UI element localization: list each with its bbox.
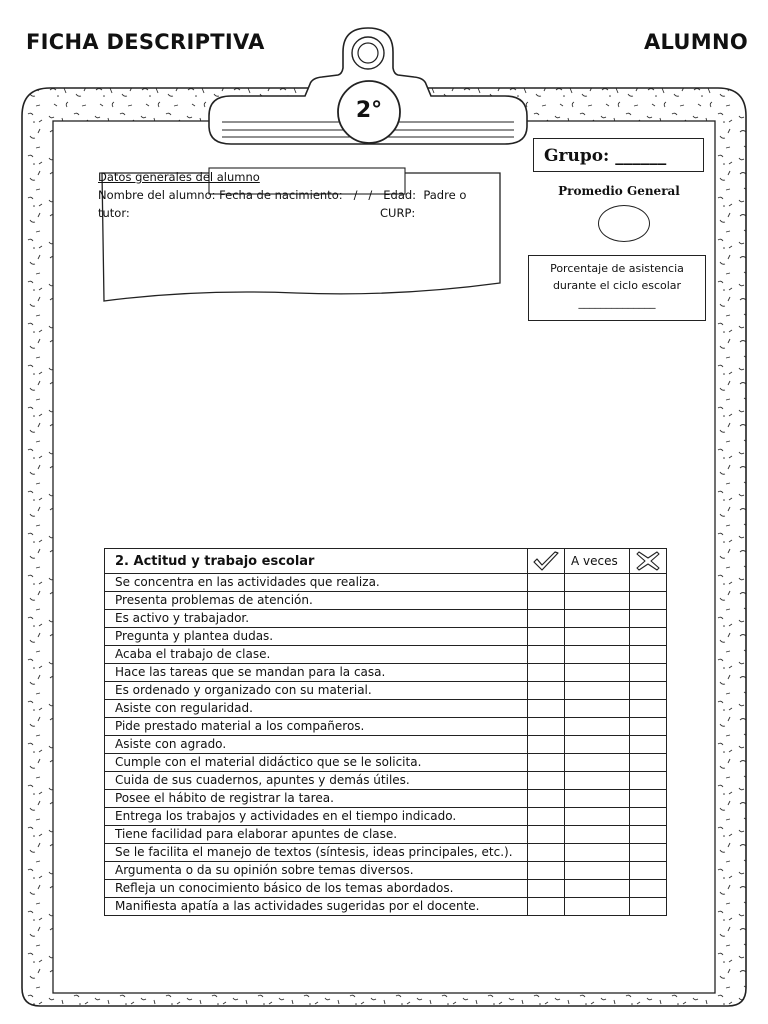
attitude-table bbox=[104, 548, 667, 916]
check-cell[interactable] bbox=[528, 736, 565, 754]
cross-cell[interactable] bbox=[630, 610, 667, 628]
checkmark-icon bbox=[531, 550, 561, 572]
row-criterion: Asiste con agrado. bbox=[105, 736, 528, 754]
check-cell[interactable] bbox=[528, 718, 565, 736]
table-title: 2. Actitud y trabajo escolar bbox=[105, 549, 528, 574]
check-cell[interactable] bbox=[528, 808, 565, 826]
sometimes-cell[interactable] bbox=[565, 862, 630, 880]
asistencia-line-3: ______________ bbox=[578, 296, 656, 309]
table-row bbox=[105, 826, 667, 844]
sometimes-cell[interactable] bbox=[565, 790, 630, 808]
table-row bbox=[105, 592, 667, 610]
row-criterion: Cuida de sus cuadernos, apuntes y demás útiles. bbox=[105, 772, 528, 790]
row-criterion: Se concentra en las actividades que realiza. bbox=[105, 574, 528, 592]
row-criterion: Tiene facilidad para elaborar apuntes de clase. bbox=[105, 826, 528, 844]
row-criterion: Asiste con regularidad. bbox=[105, 700, 528, 718]
cross-cell[interactable] bbox=[630, 880, 667, 898]
asistencia-line-1: Porcentaje de asistencia bbox=[550, 262, 684, 275]
grupo-field[interactable]: Grupo: ______ bbox=[533, 138, 704, 172]
datos-line-1: Nombre del alumno: Fecha de nacimiento: / / Edad: Padre o bbox=[98, 188, 467, 202]
sometimes-cell[interactable] bbox=[565, 844, 630, 862]
cross-cell[interactable] bbox=[630, 718, 667, 736]
check-cell[interactable] bbox=[528, 898, 565, 916]
header-right-title: ALUMNO bbox=[643, 30, 748, 54]
table-row bbox=[105, 844, 667, 862]
sometimes-cell[interactable] bbox=[565, 628, 630, 646]
table-row bbox=[105, 898, 667, 916]
cross-cell[interactable] bbox=[630, 844, 667, 862]
table-header-row bbox=[105, 549, 667, 574]
row-criterion: Pregunta y plantea dudas. bbox=[105, 628, 528, 646]
check-cell[interactable] bbox=[528, 844, 565, 862]
row-criterion: Cumple con el material didáctico que se le solicita. bbox=[105, 754, 528, 772]
table-row bbox=[105, 754, 667, 772]
sometimes-column-header: A veces bbox=[565, 549, 630, 574]
sometimes-cell[interactable] bbox=[565, 646, 630, 664]
row-criterion: Manifiesta apatía a las actividades sugeridas por el docente. bbox=[105, 898, 528, 916]
table-row bbox=[105, 808, 667, 826]
table-row bbox=[105, 682, 667, 700]
row-criterion: Acaba el trabajo de clase. bbox=[105, 646, 528, 664]
row-criterion: Argumenta o da su opinión sobre temas diversos. bbox=[105, 862, 528, 880]
cross-cell[interactable] bbox=[630, 574, 667, 592]
row-criterion: Hace las tareas que se mandan para la casa. bbox=[105, 664, 528, 682]
sometimes-cell[interactable] bbox=[565, 826, 630, 844]
table-row bbox=[105, 880, 667, 898]
cross-icon bbox=[635, 550, 661, 572]
cross-cell[interactable] bbox=[630, 808, 667, 826]
sometimes-cell[interactable] bbox=[565, 718, 630, 736]
sometimes-cell[interactable] bbox=[565, 736, 630, 754]
table-row bbox=[105, 700, 667, 718]
sometimes-cell[interactable] bbox=[565, 880, 630, 898]
promedio-label: Promedio General bbox=[558, 184, 680, 198]
datos-curp-label: CURP: bbox=[380, 206, 416, 220]
check-cell[interactable] bbox=[528, 790, 565, 808]
check-cell[interactable] bbox=[528, 826, 565, 844]
table-row bbox=[105, 862, 667, 880]
row-criterion: Es activo y trabajador. bbox=[105, 610, 528, 628]
check-cell[interactable] bbox=[528, 700, 565, 718]
row-criterion: Refleja un conocimiento básico de los temas abordados. bbox=[105, 880, 528, 898]
check-cell[interactable] bbox=[528, 592, 565, 610]
sometimes-cell[interactable] bbox=[565, 610, 630, 628]
table-row bbox=[105, 718, 667, 736]
datos-tutor-label: tutor: bbox=[98, 206, 130, 220]
row-criterion: Presenta problemas de atención. bbox=[105, 592, 528, 610]
row-criterion: Se le facilita el manejo de textos (síntesis, ideas principales, etc.). bbox=[105, 844, 528, 862]
row-criterion: Entrega los trabajos y actividades en el tiempo indicado. bbox=[105, 808, 528, 826]
cross-cell[interactable] bbox=[630, 736, 667, 754]
grade-badge: 2° bbox=[355, 98, 383, 123]
check-cell[interactable] bbox=[528, 862, 565, 880]
row-criterion: Posee el hábito de registrar la tarea. bbox=[105, 790, 528, 808]
table-row bbox=[105, 610, 667, 628]
cross-cell[interactable] bbox=[630, 700, 667, 718]
cross-cell[interactable] bbox=[630, 682, 667, 700]
cross-cell[interactable] bbox=[630, 754, 667, 772]
table-row bbox=[105, 772, 667, 790]
sometimes-cell[interactable] bbox=[565, 898, 630, 916]
sometimes-cell[interactable] bbox=[565, 772, 630, 790]
check-column-header bbox=[528, 549, 565, 574]
sometimes-cell[interactable] bbox=[565, 574, 630, 592]
cross-cell[interactable] bbox=[630, 592, 667, 610]
table-row bbox=[105, 574, 667, 592]
check-cell[interactable] bbox=[528, 610, 565, 628]
row-criterion: Es ordenado y organizado con su material. bbox=[105, 682, 528, 700]
check-cell[interactable] bbox=[528, 880, 565, 898]
asistencia-line-2: durante el ciclo escolar bbox=[552, 279, 682, 292]
check-cell[interactable] bbox=[528, 682, 565, 700]
check-cell[interactable] bbox=[528, 574, 565, 592]
asistencia-box[interactable] bbox=[528, 255, 706, 321]
sometimes-cell[interactable] bbox=[565, 592, 630, 610]
check-cell[interactable] bbox=[528, 646, 565, 664]
cross-cell[interactable] bbox=[630, 862, 667, 880]
cross-cell[interactable] bbox=[630, 826, 667, 844]
sometimes-cell[interactable] bbox=[565, 700, 630, 718]
cross-cell[interactable] bbox=[630, 628, 667, 646]
table-row bbox=[105, 646, 667, 664]
check-cell[interactable] bbox=[528, 754, 565, 772]
table-row bbox=[105, 664, 667, 682]
promedio-oval-field[interactable] bbox=[598, 205, 650, 242]
table-row bbox=[105, 628, 667, 646]
header-left-title: FICHA DESCRIPTIVA bbox=[26, 30, 265, 54]
cross-column-header bbox=[630, 549, 667, 574]
check-cell[interactable] bbox=[528, 628, 565, 646]
cross-cell[interactable] bbox=[630, 664, 667, 682]
sometimes-cell[interactable] bbox=[565, 754, 630, 772]
sometimes-cell[interactable] bbox=[565, 682, 630, 700]
cross-cell[interactable] bbox=[630, 646, 667, 664]
cross-cell[interactable] bbox=[630, 898, 667, 916]
table-row bbox=[105, 736, 667, 754]
cross-cell[interactable] bbox=[630, 790, 667, 808]
row-criterion: Pide prestado material a los compañeros. bbox=[105, 718, 528, 736]
table-row bbox=[105, 790, 667, 808]
sometimes-cell[interactable] bbox=[565, 808, 630, 826]
datos-heading: Datos generales del alumno bbox=[98, 170, 260, 184]
check-cell[interactable] bbox=[528, 772, 565, 790]
check-cell[interactable] bbox=[528, 664, 565, 682]
sometimes-cell[interactable] bbox=[565, 664, 630, 682]
cross-cell[interactable] bbox=[630, 772, 667, 790]
